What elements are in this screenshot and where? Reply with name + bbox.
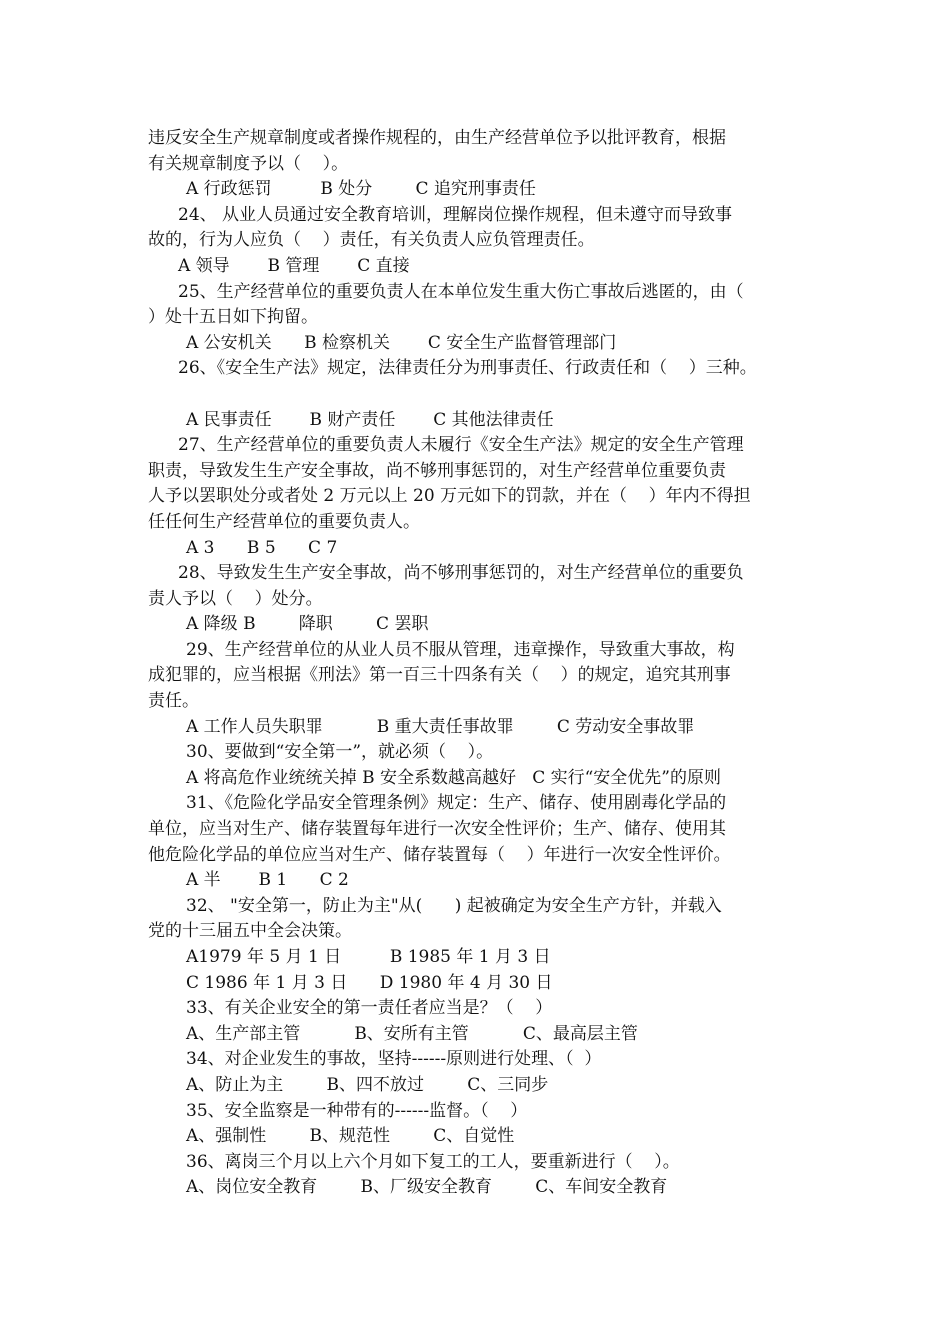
text-line: 35、安全监察是一种带有的------监督。（ ） xyxy=(186,1100,528,1121)
text-line: 责任。 xyxy=(148,691,199,712)
text-line: A 降级 B 降职 C 罢职 xyxy=(186,614,429,635)
blank-line xyxy=(148,382,820,408)
text-line: 36、离岗三个月以上六个月如下复工的工人，要重新进行（ ）。 xyxy=(186,1151,680,1172)
document-body xyxy=(148,126,820,1201)
text-line: 责人予以（ ）处分。 xyxy=(148,588,323,609)
text-line: A、强制性 B、规范性 C、自觉性 xyxy=(186,1126,515,1147)
text-line: 25、生产经营单位的重要负责人在本单位发生重大伤亡事故后逃匿的，由（ xyxy=(178,281,744,302)
text-line: 有关规章制度予以（ ）。 xyxy=(148,153,349,174)
text-line: A 领导 B 管理 C 直接 xyxy=(178,255,410,276)
text-line: 他危险化学品的单位应当对生产、储存装置每（ ）年进行一次安全性评价。 xyxy=(148,844,731,865)
text-line: ）处十五日如下拘留。 xyxy=(148,307,318,328)
text-line: A1979 年 5 月 1 日 B 1985 年 1 月 3 日 xyxy=(186,947,551,967)
text-line: 成犯罪的，应当根据《刑法》第一百三十四条有关（ ）的规定，追究其刑事 xyxy=(148,665,731,686)
text-line: 29、生产经营单位的从业人员不服从管理，违章操作，导致重大事故，构 xyxy=(186,639,735,660)
text-line: 31、《危险化学品安全管理条例》规定：生产、储存、使用剧毒化学品的 xyxy=(186,793,727,814)
text-line: A 公安机关 B 检察机关 C 安全生产监督管理部门 xyxy=(186,332,617,353)
text-line: A 民事责任 B 财产责任 C 其他法律责任 xyxy=(186,409,554,430)
text-line: C 1986 年 1 月 3 日 D 1980 年 4 月 30 日 xyxy=(186,972,553,993)
text-line: 32、 "安全第一，防止为主"从( ) 起被确定为安全生产方针，并载入 xyxy=(186,895,722,916)
text-line: A 半 B 1 C 2 xyxy=(186,870,349,891)
text-line: A 将高危作业统统关掉 B 安全系数越高越好 C 实行“安全优先”的原则 xyxy=(186,767,721,788)
text-line: 28、导致发生生产安全事故，尚不够刑事惩罚的，对生产经营单位的重要负 xyxy=(178,563,744,584)
text-line: 30、要做到“安全第一”，就必须（ ）。 xyxy=(186,742,494,763)
text-line: 人予以罢职处分或者处 2 万元以上 20 万元如下的罚款，并在（ ）年内不得担 xyxy=(148,486,751,507)
text-line: A 行政惩罚 B 处分 C 追究刑事责任 xyxy=(186,179,536,200)
text-line: A、防止为主 B、四不放过 C、三同步 xyxy=(186,1074,549,1095)
text-line: A 工作人员失职罪 B 重大责任事故罪 C 劳动安全事故罪 xyxy=(186,716,695,737)
text-line: A 3 B 5 C 7 xyxy=(186,537,338,558)
text-line: A、生产部主管 B、安所有主管 C、最高层主管 xyxy=(186,1023,638,1044)
text-line: 27、生产经营单位的重要负责人未履行《安全生产法》规定的安全生产管理 xyxy=(178,435,744,456)
text-line: 党的十三届五中全会决策。 xyxy=(148,921,352,942)
text-line: 故的，行为人应负（ ）责任，有关负责人应负管理责任。 xyxy=(148,230,595,251)
text-line: 职责，导致发生生产安全事故，尚不够刑事惩罚的，对生产经营单位重要负责 xyxy=(148,460,726,481)
text-line: 34、对企业发生的事故，坚持------原则进行处理、（ ） xyxy=(186,1049,602,1070)
text-line: 24、 从业人员通过安全教育培训，理解岗位操作规程，但未遵守而导致事 xyxy=(178,204,733,225)
text-line: 单位，应当对生产、储存装置每年进行一次安全性评价；生产、储存、使用其 xyxy=(148,819,726,840)
text-line: 任任何生产经营单位的重要负责人。 xyxy=(148,511,420,532)
text-line: 33、有关企业安全的第一责任者应当是？（ ） xyxy=(186,998,553,1019)
text-line: 26、《安全生产法》规定，法律责任分为刑事责任、行政责任和（ ）三种。 xyxy=(178,358,757,379)
text-line: 违反安全生产规章制度或者操作规程的，由生产经营单位予以批评教育，根据 xyxy=(148,128,726,148)
text-line: A、岗位安全教育 B、厂级安全教育 C、车间安全教育 xyxy=(186,1177,668,1198)
